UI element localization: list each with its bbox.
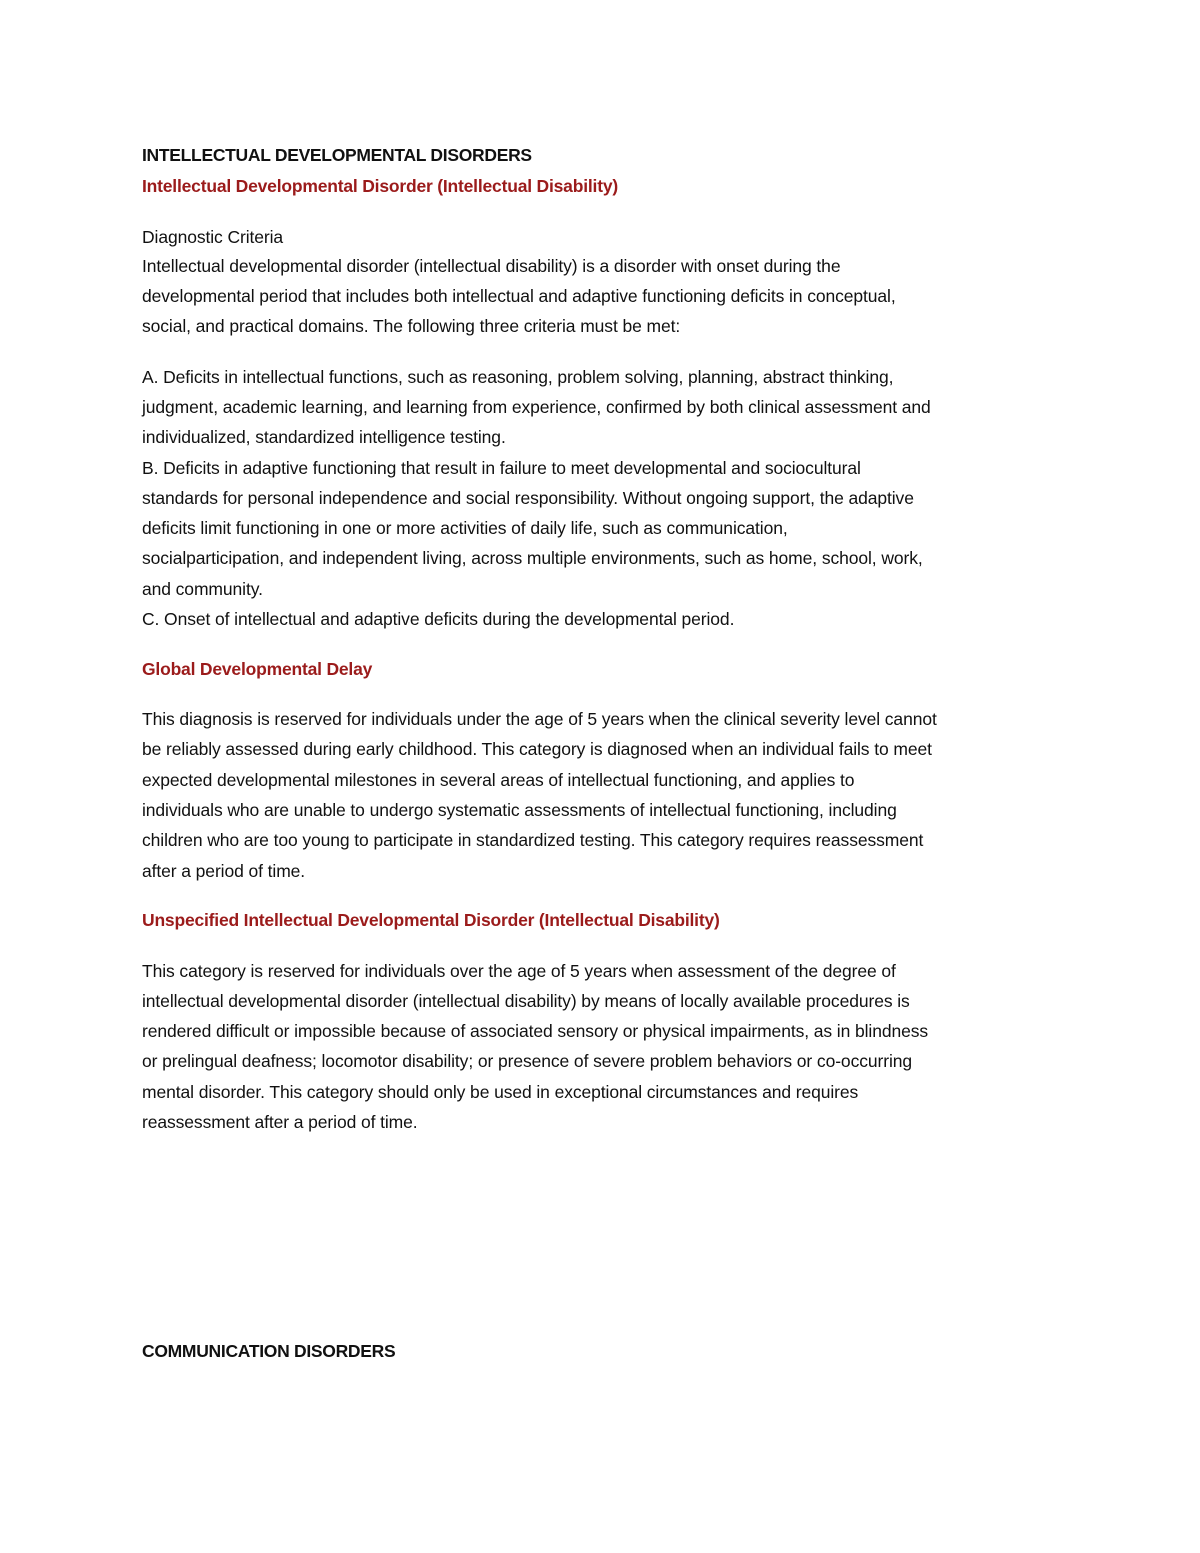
criteria-line: and community. — [142, 579, 263, 599]
criteria-line: B. Deficits in adaptive functioning that result in failure to meet developmental and sociocultural — [142, 458, 861, 478]
intro-line: Intellectual developmental disorder (intellectual disability) is a disorder with onset during the — [142, 256, 841, 276]
paragraph-line: mental disorder. This category should only be used in exceptional circumstances and requires — [142, 1082, 859, 1102]
paragraph-line: or prelingual deafness; locomotor disability; or presence of severe problem behaviors or co-occurring — [142, 1051, 913, 1071]
subsection-heading-unspecified-intellectual-disability: Unspecified Intellectual Developmental Disorder (Intellectual Disability) — [142, 910, 720, 930]
paragraph-line: be reliably assessed during early childhood. This category is diagnosed when an individual fails to meet — [142, 739, 932, 759]
paragraph-line: rendered difficult or impossible because of associated sensory or physical impairments, as in blindness — [142, 1021, 929, 1041]
criteria-line: socialparticipation, and independent living, across multiple environments, such as home, school, work, — [142, 548, 923, 568]
criteria-line: judgment, academic learning, and learning from experience, confirmed by both clinical assessment and — [142, 397, 931, 417]
section-title-communication-disorders: COMMUNICATION DISORDERS — [142, 1341, 396, 1361]
criteria-line: individualized, standardized intelligence testing. — [142, 427, 506, 447]
paragraph-line: individuals who are unable to undergo systematic assessments of intellectual functioning, including — [142, 800, 897, 820]
paragraph-line: reassessment after a period of time. — [142, 1112, 418, 1132]
criteria-line: A. Deficits in intellectual functions, such as reasoning, problem solving, planning, abstract thinking, — [142, 367, 894, 387]
paragraph-line: after a period of time. — [142, 861, 306, 881]
paragraph-line: intellectual developmental disorder (intellectual disability) by means of locally available procedures is — [142, 991, 910, 1011]
paragraph-line: This diagnosis is reserved for individuals under the age of 5 years when the clinical severity level cannot — [142, 709, 937, 729]
criteria-line: deficits limit functioning in one or more activities of daily life, such as communication, — [142, 518, 788, 538]
criteria-line: C. Onset of intellectual and adaptive deficits during the developmental period. — [142, 609, 735, 629]
subsection-heading-global-developmental-delay: Global Developmental Delay — [142, 659, 373, 679]
intro-line: social, and practical domains. The following three criteria must be met: — [142, 316, 681, 336]
subsection-heading-intellectual-disability: Intellectual Developmental Disorder (Intellectual Disability) — [142, 176, 618, 196]
paragraph-line: expected developmental milestones in several areas of intellectual functioning, and applies to — [142, 770, 855, 790]
section-title-intellectual-developmental-disorders: INTELLECTUAL DEVELOPMENTAL DISORDERS — [142, 145, 532, 165]
criteria-line: standards for personal independence and social responsibility. Without ongoing support, the adaptive — [142, 488, 914, 508]
paragraph-line: This category is reserved for individuals over the age of 5 years when assessment of the degree of — [142, 961, 896, 981]
diagnostic-criteria-label: Diagnostic Criteria — [142, 227, 284, 247]
paragraph-line: children who are too young to participate in standardized testing. This category requires reassessment — [142, 830, 924, 850]
intro-line: developmental period that includes both intellectual and adaptive functioning deficits in conceptual, — [142, 286, 896, 306]
